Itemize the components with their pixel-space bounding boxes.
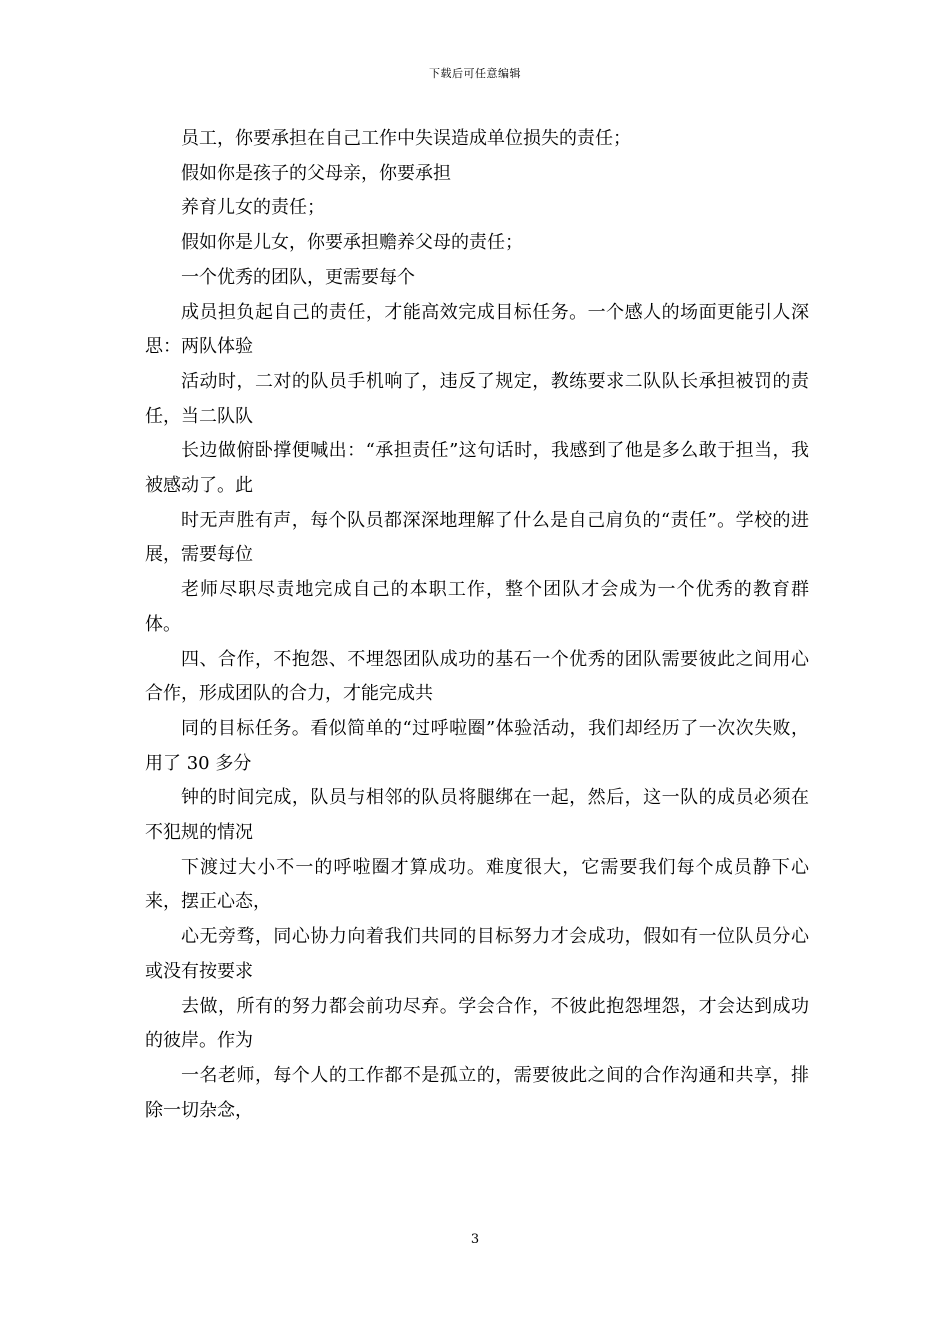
paragraph: 一名老师，每个人的工作都不是孤立的，需要彼此之间的合作沟通和共享，排除一切杂念，	[145, 1064, 809, 1121]
paragraph: 去做，所有的努力都会前功尽弃。学会合作，不彼此抱怨埋怨，才会达到成功的彼岸。作为	[145, 995, 809, 1052]
paragraph: 下渡过大小不一的呼啦圈才算成功。难度很大，它需要我们每个成员静下心来，摆正心态，	[145, 856, 809, 913]
paragraph: 假如你是儿女，你要承担赡养父母的责任；	[181, 232, 523, 254]
paragraph: 员工，你要承担在自己工作中失误造成单位损失的责任；	[181, 128, 631, 149]
paragraph: 老师尽职尽责地完成自己的本职工作，整个团队才会成为一个优秀的教育群体。	[145, 579, 809, 635]
paragraph: 心无旁骛，同心协力向着我们共同的目标努力才会成功，假如有一位队员分心或没有按要求	[145, 926, 809, 982]
paragraph: 假如你是孩子的父母亲，你要承担	[181, 162, 451, 184]
paragraph: 时无声胜有声，每个队员都深深地理解了什么是自己肩负的“责任”。学校的进展，需要每位	[145, 509, 809, 566]
paragraph: 活动时，二对的队员手机响了，违反了规定，教练要求二队队长承担被罚的责任，当二队队	[145, 370, 809, 427]
paragraph: 同的目标任务。看似简单的“过呼啦圈”体验活动，我们却经历了一次次失败，用了 30 多分	[145, 717, 809, 774]
page-header: 下载后可任意编辑	[429, 67, 521, 80]
paragraph: 四、合作，不抱怨、不埋怨团队成功的基石一个优秀的团队需要彼此之间用心合作，形成团队的合力，才能完成共	[145, 648, 809, 705]
page-number: 3	[470, 1232, 480, 1247]
paragraph: 一个优秀的团队，更需要每个	[181, 266, 415, 288]
paragraph: 钟的时间完成，队员与相邻的队员将腿绑在一起，然后，这一队的成员必须在不犯规的情况	[145, 787, 809, 844]
paragraph: 成员担负起自己的责任，才能高效完成目标任务。一个感人的场面更能引人深思：两队体验	[145, 301, 809, 358]
document-body	[145, 122, 809, 1128]
paragraph: 养育儿女的责任；	[181, 197, 325, 219]
paragraph: 长边做俯卧撑便喊出：“承担责任”这句话时，我感到了他是多么敢于担当，我被感动了。此	[145, 440, 809, 497]
